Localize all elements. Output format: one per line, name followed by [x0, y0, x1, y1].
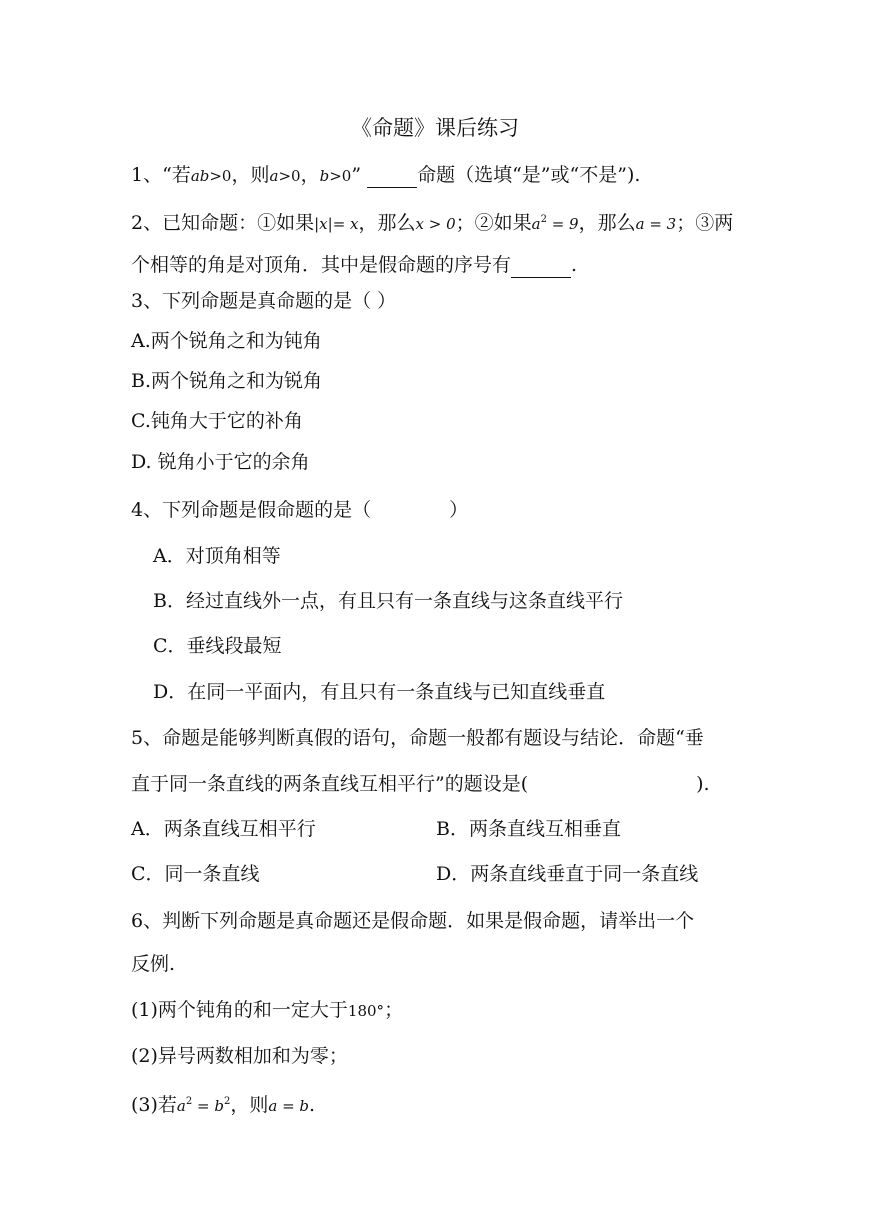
q1-math-b: b [319, 167, 330, 185]
q2-math-a: a [531, 215, 541, 233]
q3-option-b[interactable]: B.两个锐角之和为锐角 [131, 370, 323, 392]
q2-text: 个相等的角是对顶角．其中是假命题的序号有 [131, 254, 512, 276]
question-3-stem: 3、下列命题是真命题的是（ ） [131, 290, 397, 312]
q6-math-b: b [214, 1097, 224, 1115]
q1-text: “若 [162, 164, 191, 186]
q1-math-a: a [269, 167, 279, 185]
q6-text: ； [384, 999, 404, 1021]
page-title: 《命题》课后练习 [351, 116, 519, 140]
question-2 [131, 208, 733, 236]
q6-math-180: 180° [347, 1002, 385, 1020]
q4-text: 4、下列命题是假命题的是（ [131, 499, 372, 521]
question-1 [131, 163, 640, 188]
q6-math-eq: = [192, 1097, 215, 1115]
q6-text: (1)两个钝角的和一定大于 [131, 999, 348, 1021]
q2-exponent: 2 [540, 214, 547, 225]
q6-text: ，则 [230, 1094, 269, 1116]
q2-answer-blank[interactable] [511, 253, 571, 278]
q1-text: ， [300, 164, 320, 186]
q2-text: ；②如果 [455, 212, 532, 234]
q5-option-c[interactable]: C．同一条直线 [131, 863, 260, 885]
q2-math-abs-x: |x| [314, 215, 333, 233]
q2-text: 已知命题：①如果 [162, 212, 315, 234]
q2-text: ，那么 [578, 212, 636, 234]
q4-option-c[interactable]: C．垂线段最短 [153, 635, 282, 657]
question-5-stem-continued [131, 772, 710, 796]
q4-option-d[interactable]: D．在同一平面内，有且只有一条直线与已知直线垂直 [153, 681, 606, 703]
q5-option-d[interactable]: D．两条直线垂直于同一条直线 [436, 863, 699, 885]
q1-text: ” [351, 164, 362, 186]
q6-text: . [309, 1094, 316, 1116]
q1-answer-blank[interactable] [367, 163, 417, 188]
q6-sub-3 [131, 1090, 315, 1118]
q5-answer-space[interactable] [528, 772, 696, 796]
q1-text: ，则 [231, 164, 270, 186]
question-6-stem: 6、判断下列命题是真命题还是假命题．如果是假命题，请举出一个 [131, 910, 695, 932]
q2-text: ，那么 [358, 212, 416, 234]
q2-math-a-eq-3: a = 3 [635, 215, 677, 233]
q6-math-a-eq-b: a = b [268, 1097, 310, 1115]
q3-option-a[interactable]: A.两个锐角之和为钝角 [131, 330, 322, 352]
q6-math-a: a [176, 1097, 186, 1115]
q1-math: >0 [278, 167, 301, 185]
q1-math: >0 [209, 167, 232, 185]
q1-math: >0 [329, 167, 352, 185]
q4-option-a[interactable]: A．对顶角相等 [153, 545, 281, 567]
q6-sub-2: (2)异号两数相加和为零； [131, 1045, 348, 1067]
q1-number: 1、 [131, 164, 163, 186]
question-4-stem [131, 498, 468, 522]
q1-text: 命题（选填“是”或“不是”). [417, 164, 641, 186]
q2-math-eq-9: = 9 [546, 215, 579, 233]
question-6-stem-continued: 反例. [131, 953, 176, 975]
q6-text: (3)若 [131, 1094, 177, 1116]
q6-exponent: 2 [185, 1096, 193, 1107]
q2-text: ；③两 [676, 212, 734, 234]
q1-math-ab: ab [190, 167, 210, 185]
q2-math-x-gt-0: x > 0 [415, 215, 456, 233]
q5-options-row-2 [131, 862, 751, 886]
q5-option-a[interactable]: A．两条直线互相平行 [131, 818, 316, 840]
q2-number: 2、 [131, 212, 163, 234]
q5-text: 直于同一条直线的两条直线互相平行”的题设是( [131, 773, 529, 795]
q3-option-c[interactable]: C.钝角大于它的补角 [131, 410, 303, 432]
q5-option-b[interactable]: B．两条直线互相垂直 [436, 818, 621, 840]
q4-answer-space[interactable] [371, 498, 449, 522]
q4-option-b[interactable]: B．经过直线外一点，有且只有一条直线与这条直线平行 [153, 590, 623, 612]
q5-options-row-1 [131, 817, 751, 841]
q6-exponent: 2 [223, 1096, 231, 1107]
q3-option-d[interactable]: D. 锐角小于它的余角 [131, 451, 310, 473]
q6-sub-1 [131, 998, 403, 1023]
q2-math: = x [332, 215, 359, 233]
q2-text: . [571, 254, 578, 276]
q5-text: ). [696, 773, 710, 795]
question-2-continued [131, 253, 577, 278]
question-5-stem: 5、命题是能够判断真假的语句，命题一般都有题设与结论．命题“垂 [131, 727, 704, 749]
q4-text: ） [449, 499, 469, 521]
